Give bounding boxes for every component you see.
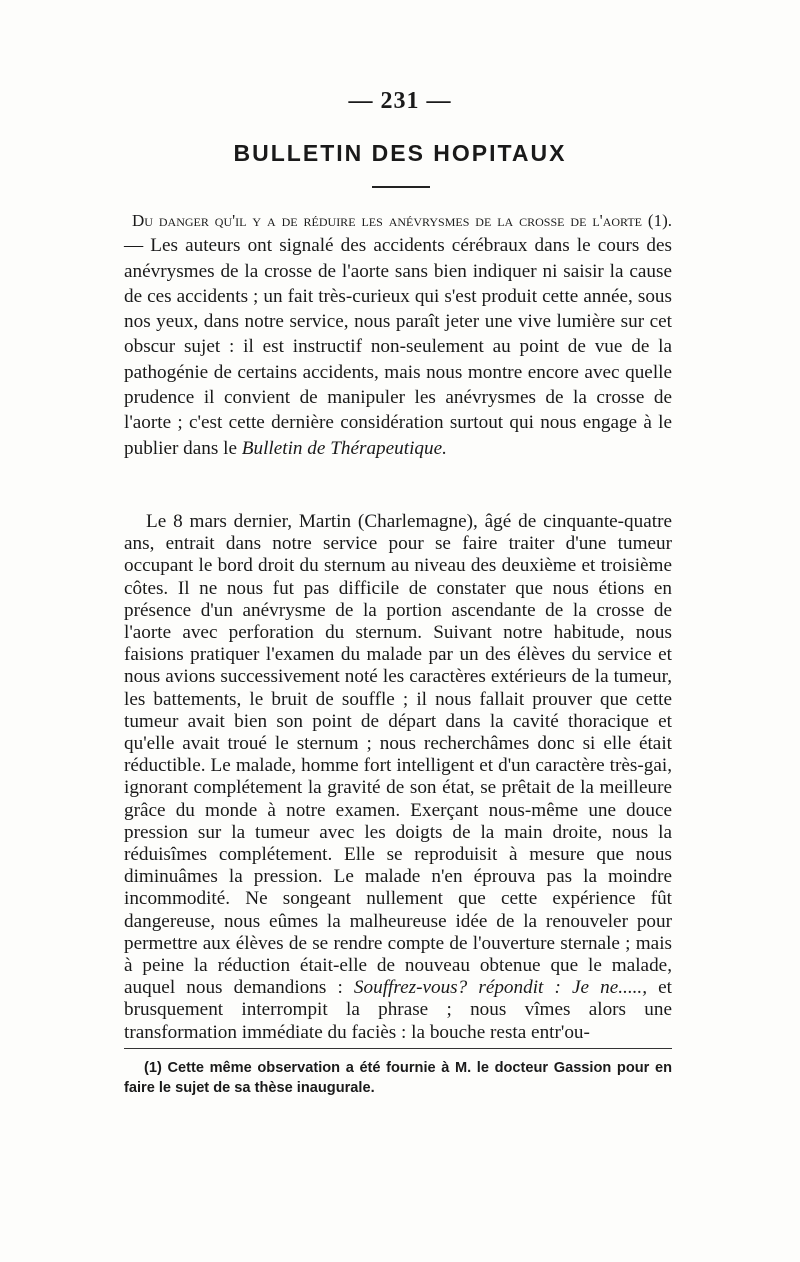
paragraph-2-text-b: et brusquement interrompit la phrase ; nous vîmes alors une transformation immédiate du faciès : la bouche resta entr'ou- xyxy=(124,977,672,1043)
section-title: BULLETIN DES HOPITAUX xyxy=(233,140,567,166)
patient-quote: Souffrez-vous? répondit : Je ne....., xyxy=(353,977,648,999)
footnote-rule xyxy=(124,1048,672,1049)
title-rule xyxy=(372,186,430,188)
page-number: — 231 — xyxy=(348,88,452,114)
paragraph-2-text-a: Le 8 mars dernier, Martin (Charlemagne), âgé de cinquante-quatre ans, entrait dans notre service pour se faire traiter d'une tumeur occupant le bord droit du sternum au niveau des deuxième et troisième côtes. Il ne nous fut pas difficile de constater que nous étions en présence d'un anévrysme de la portion ascendante de la crosse de l'aorte avec perforation du sternum. Suivant notre habitude, nous faisions pratiquer l'examen du malade par un des élèves du service et nous avions successivement noté les caractères extérieurs de la tumeur, les battements, le bruit de souffle ; il nous fallait prouver que cette tumeur avait bien son point de départ dans la cavité thoracique et qu'elle avait troué le sternum ; nous recherchâmes donc si elle était réductible. Le malade, homme fort intelligent et d'un caractère très-gai, ignorant complétement la gravité de son état, se prêtait de la meilleure grâce du monde à notre examen. Exerçant nous-même une douce pression sur la tumeur avec les doigts de la main droite, nous la réduisîmes complétement. Elle se reproduisit à mesure que nous diminuâmes la pression. Le malade n'en éprouva pas la moindre incommodité. Ne songeant nullement que cette expérience fût dangereuse, nous eûmes la malheureuse idée de la renouveler pour permettre aux élèves de se rendre compte de l'ouverture sternale ; mais à peine la réduction était-elle de nouveau obtenue que le malade, auquel nous demandions : xyxy=(124,511,672,999)
journal-title: Bulletin de Thérapeutique. xyxy=(241,437,447,459)
article-paragraph-2 xyxy=(124,511,672,1044)
footnote: (1) Cette même observation a été fournie à M. le docteur Gassion pour en faire le sujet de sa thèse inaugurale. xyxy=(124,1060,672,1096)
article-heading: Du danger qu'il y a de réduire les anévrysmes de la crosse de l'aorte (1). xyxy=(132,211,672,230)
paragraph-1-text: — Les auteurs ont signalé des accidents cérébraux dans le cours des anévrysmes de la crosse de l'aorte sans bien indiquer ni saisir la cause de ces accidents ; un fait très-curieux qui s'est produit cette année, sous nos yeux, dans notre service, nous paraît jeter une vive lumière sur cet obscur sujet : il est instructif non-seulement au point de vue de la pathogénie de certains accidents, mais nous montre encore avec quelle prudence il convient de manipuler les anévrysmes de la crosse de l'aorte ; c'est cette dernière considération surtout qui nous engage à le publier dans le xyxy=(124,235,672,459)
article-paragraph-1 xyxy=(124,208,672,461)
